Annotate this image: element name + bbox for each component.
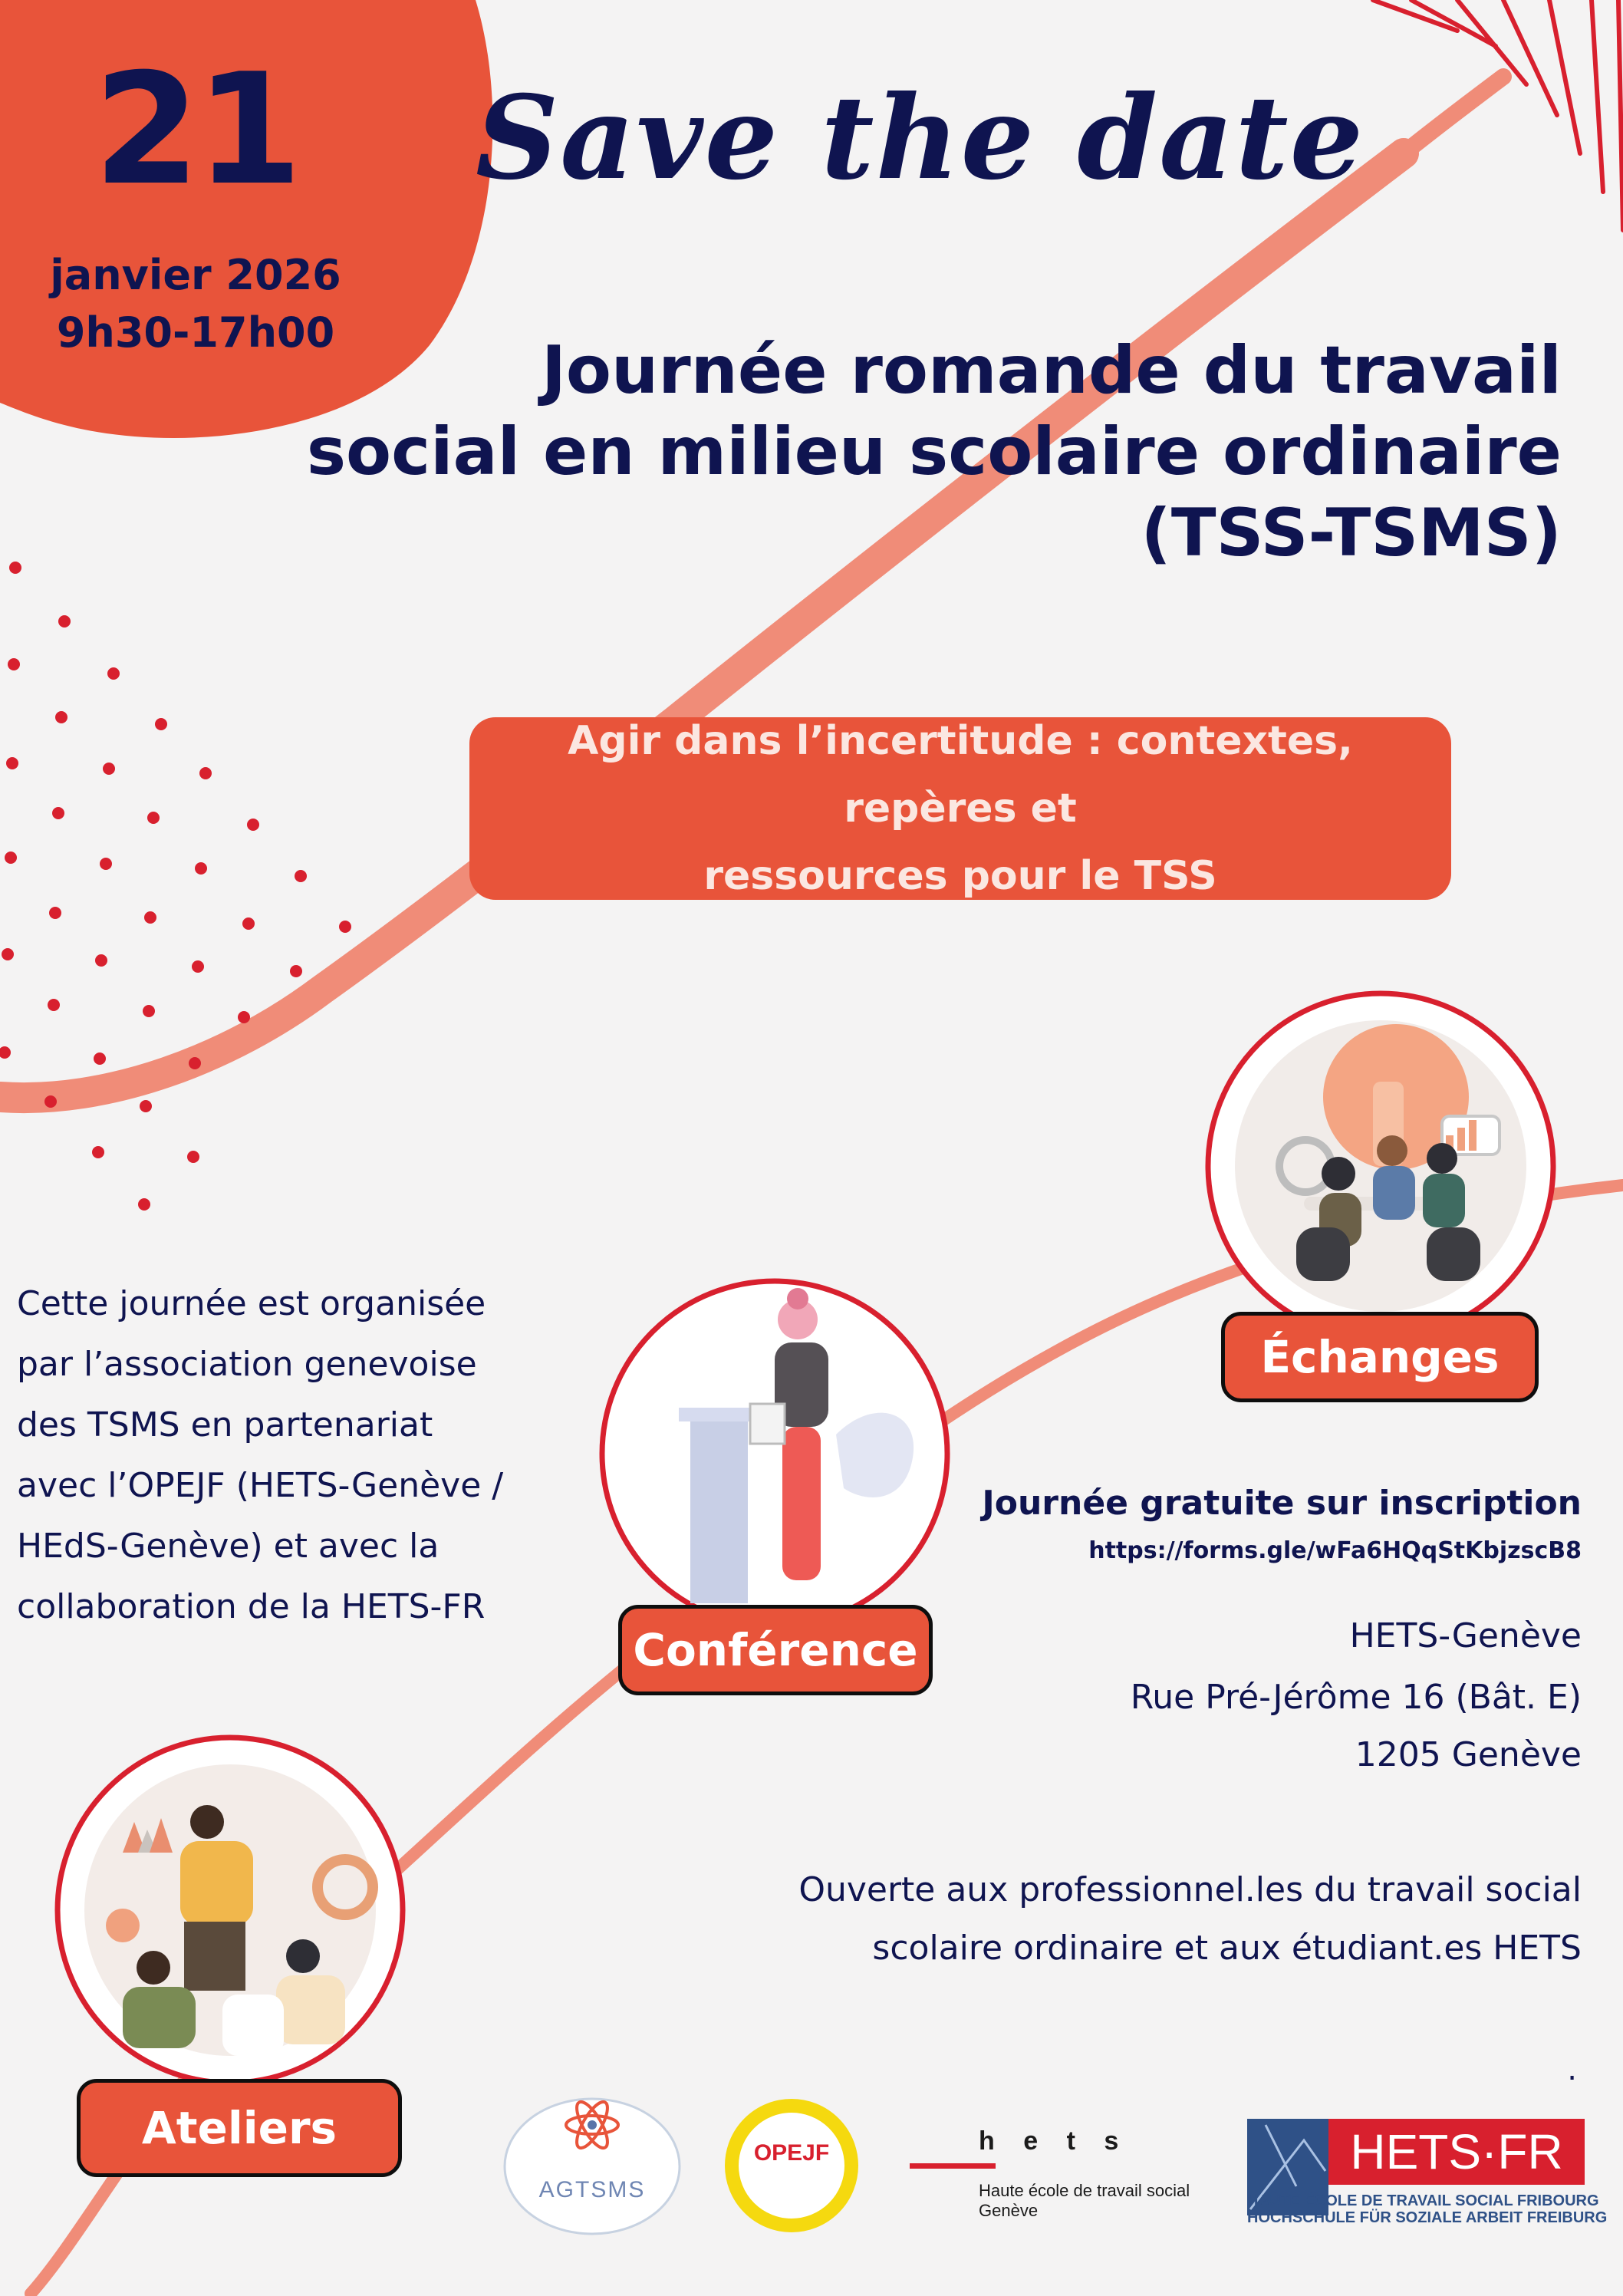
theme-line: Agir dans l’incertitude : contextes, repères et [568, 718, 1353, 832]
workshops-illustration [58, 1738, 403, 2083]
audience-line: Ouverte aux professionnel.les du travail social [798, 1870, 1582, 1909]
event-title-line: (TSS-TSMS) [1141, 495, 1562, 572]
address-venue: HETS-Genève [1349, 1616, 1582, 1655]
organization-line: par l’association genevoise [17, 1345, 477, 1384]
hets-fr-logo-name: HETS·FR [1350, 2124, 1563, 2179]
theme-line: ressources pour le TSS [703, 853, 1217, 899]
trailing-mark: . [1567, 2052, 1577, 2087]
save-the-date-headline: Save the date [476, 71, 1365, 206]
registration-title: Journée gratuite sur inscription [982, 1484, 1582, 1523]
exchanges-label: Échanges [1221, 1312, 1539, 1402]
audience-line: scolaire ordinaire et aux étudiant.es HETS [872, 1929, 1582, 1968]
workshops-label: Ateliers [77, 2079, 402, 2177]
hets-fr-caption-line: HOCHSCHULE FÜR SOZIALE ARBEIT FREIBURG [1247, 2209, 1608, 2226]
conference-illustration [602, 1281, 947, 1626]
theme-text [489, 707, 1432, 910]
event-title-line: Journée romande du travail [541, 332, 1562, 409]
event-title-line: social en milieu scolaire ordinaire [306, 413, 1562, 490]
hets-geneve-logo-letters: h e t s [979, 2126, 1130, 2156]
event-day: 21 [93, 41, 298, 219]
hets-geneve-caption-line: Haute école de travail social [979, 2181, 1190, 2200]
organization-line: HEdS-Genève) et avec la [17, 1527, 439, 1566]
registration-link[interactable]: https://forms.gle/wFa6HQqStKbjzscB8 [1088, 1537, 1582, 1564]
address-city: 1205 Genève [1355, 1735, 1582, 1774]
organization-line: collaboration de la HETS-FR [17, 1587, 486, 1626]
agtsms-atom-logo [505, 2098, 680, 2234]
hets-geneve-logo-caption [979, 2181, 1224, 2221]
dot-grid [0, 562, 351, 1211]
organization-line: des TSMS en partenariat [17, 1405, 433, 1444]
organization-line: Cette journée est organisée [17, 1284, 486, 1323]
theme-banner [469, 717, 1451, 900]
conference-label: Conférence [618, 1605, 933, 1695]
hets-geneve-red-bar [910, 2163, 996, 2169]
address-street: Rue Pré-Jérôme 16 (Bât. E) [1130, 1678, 1582, 1717]
organization-paragraph [17, 1273, 554, 1637]
event-hours: 9h30-17h00 [56, 308, 335, 357]
hets-fr-caption-line: HAUTE ÉCOLE DE TRAVAIL SOCIAL FRIBOURG [1247, 2192, 1599, 2209]
event-title [219, 330, 1562, 574]
hets-fr-logo-caption [1247, 2192, 1608, 2226]
agtsms-logo-text: AGTSMS [538, 2177, 646, 2202]
opejf-logo-text: OPEJF [753, 2140, 830, 2166]
organization-line: avec l’OPEJF (HETS-Genève / [17, 1466, 504, 1505]
exchanges-illustration [1208, 993, 1553, 1339]
event-month-year: janvier 2026 [50, 251, 341, 299]
hets-geneve-caption-line: Genève [979, 2201, 1039, 2220]
